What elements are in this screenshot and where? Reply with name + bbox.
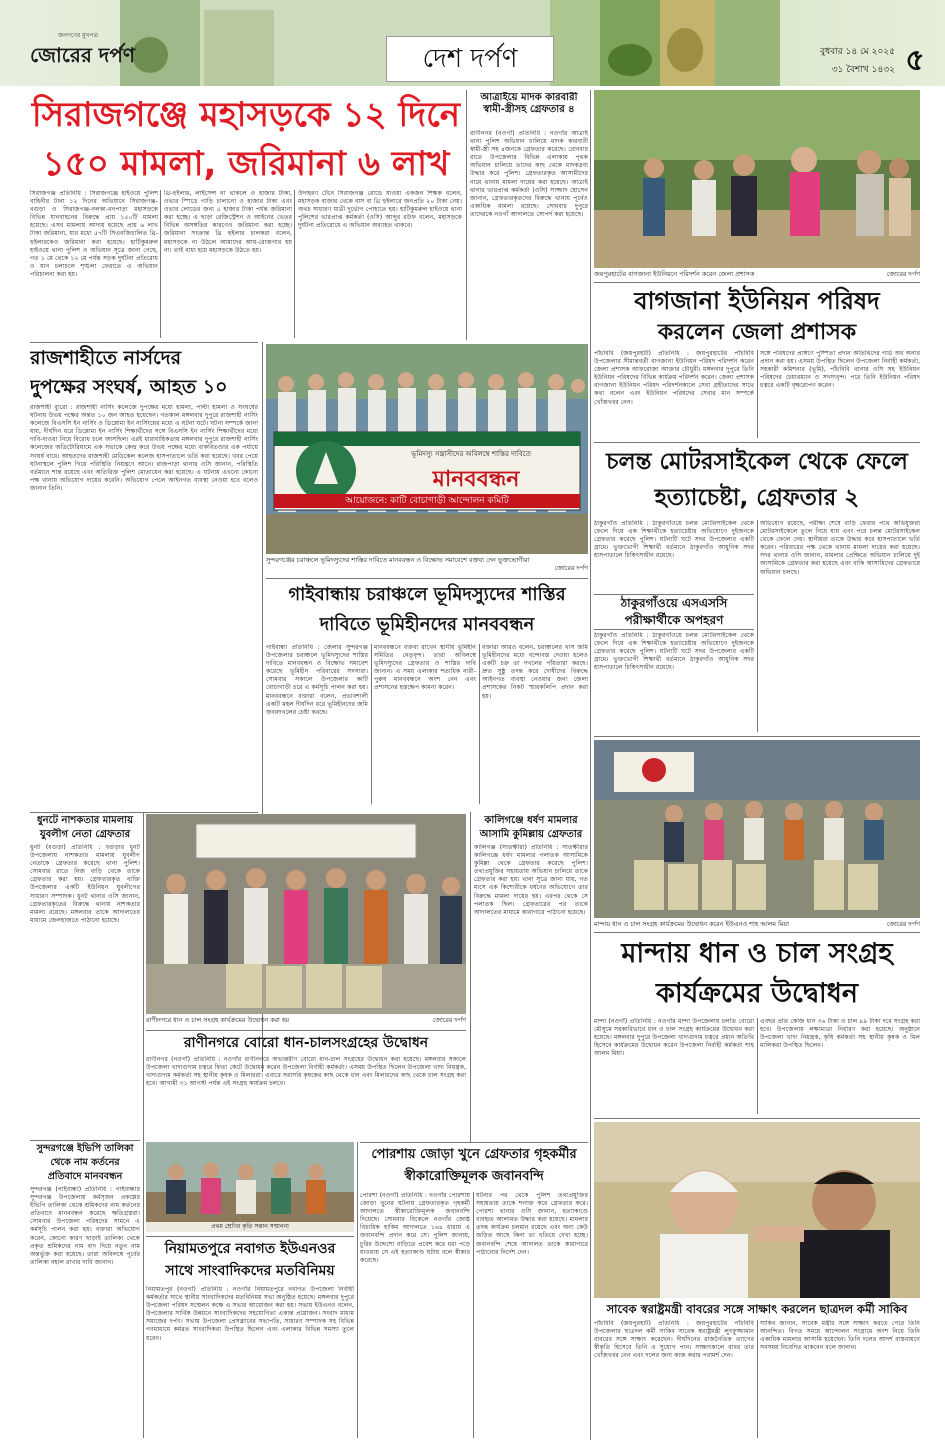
niamatpur-body: নিয়ামতপুর (নওগাঁ) প্রতিনিধি : নওগাঁর নিয়ামতপুরে নবাগত উপজেলা নির্বাহী কর্মকর্তার সাথে স্থানীয় সাংবাদিকদের মতবিনিময় সভা অনুষ্ঠিত হয়েছে। মঙ্গলবার দুপুরে উপজেলা পরিষদ সম্মেলন কক্ষে এ সভার আয়োজন করা হয়। সভায় ইউএনও বলেন, উপজেলার সার্বিক উন্নয়নে সাংবাদিকদের সহযোগিতা একান্ত প্রয়োজন। সংবাদ মাধ্যম সমাজের দর্পণ। সভায় উপজেলা প্রেসক্লাবের সভাপতি, সাধারণ সম্পাদক সহ বিভিন্ন গণমাধ্যমে কর্মরত সাংবাদিকরা উপস্থিত ছিলেন এবং এলাকার বিভিন্ন সমস্যা তুলে ধরেন। xyxy=(146,1286,354,1342)
photo-niamatpur-table xyxy=(146,1222,354,1232)
porsha-headline-2[interactable]: স্বীকারোক্তিমূলক জবানবন্দি xyxy=(404,1169,544,1184)
banner-bottom-text: আয়োজনে: কাটি বোচাগাড়ী আন্দোলন কমিটি xyxy=(274,494,580,508)
photo-raninagar xyxy=(146,814,466,1014)
raninagar-body: রাণীনগর (নওগাঁ) প্রতিনিধি : নওগাঁর রাণীনগরে অভ্যন্তরীণ বোরো ধান-চাল সংগ্রহের উদ্বোধন করা হয়েছে। মঙ্গলবার সকালে উপজেলা খাদ্যগুদাম চত্বরে ফিতা কেটে উদ্বোধন করেন উপজেলা নির্বাহী কর্মকর্তা। এসময় উপস্থিত ছিলেন উপজেলা খাদ্য নিয়ন্ত্রক, খাদ্যগুদাম কর্মকর্তা সহ স্থানীয় কৃষক ও মিলাররা। এবারে সরাসরি কৃষকের কাছ থেকে ধান এবং মিলারদের কাছ থেকে চাল সংগ্রহ করা হবে। আগামী ৩১ আগস্ট পর্যন্ত এই সংগ্রহ কার্যক্রম চলবে। xyxy=(146,1056,466,1088)
manda-col-1: মান্দা (নওগাঁ) প্রতিনিধি : নওগাঁর মান্দা উপজেলায় চলতি বোরো মৌসুমে সরকারিভাবে ধান ও চাল সংগ্রহ কার্যক্রমের উদ্বোধন করা হয়েছে। মঙ্গলবার দুপুরে উপজেলা খাদ্যগুদাম চত্বরে প্রধান অতিথি হিসেবে কার্যক্রমের উদ্বোধন করেন উপজেলা নির্বাহী কর্মকর্তা শাহ আলম মিয়া। xyxy=(594,1018,754,1058)
lead-col-2: থ্রি-হুইলার, লাইসেন্স না থাকলে ও হাজার টাকা, ওভার স্পিডে গাড়ি চালানো ও হাজার টাকা এবং ওভার লোডের জন্য ৫ হাজার টাকা পর্যন্ত জরিমানা করা হচ্ছে। এ ছাড়া রেজিস্ট্রেশন ও আইনের ভেতর বিভিন্ন অসঙ্গতির কারণেও জরিমানা করা হচ্ছে। জরিমানা সংক্রান্ত থ্রি হুইলার চালকরা বলেন, মহাসড়কে না উঠলে আমাদের আয়-রোজগার হয় না। তাই বাধ্য হয়ে মহাসড়কে উঠতে হয়। xyxy=(164,190,292,254)
logo-title: জোরের দর্পণ xyxy=(30,43,135,67)
niamatpur-headline-1[interactable]: নিয়ামতপুরে নবাগত ইউএনওর xyxy=(164,1241,336,1257)
bagjana-col-2: সঙ্গে পরিষদের প্রাঙ্গণে পুষ্পিতা প্রদান অতিথিদের গার্ড অব অনার প্রদান করা হয়। এসময় উপস্থিত ছিলেন উপজেলা নির্বাহী কর্মকর্তা, সহকারী কমিশনার (ভূমি), পাঁচবিবি থানার ওসি সহ ইউনিয়ন পরিষদের চেয়ারম্যান ও সদস্যবৃন্দ। পরে তিনি ইউনিয়ন পরিষদ চত্বরে একটি বৃক্ষরোপণ করেন। xyxy=(760,350,920,390)
porsha-col-1: পোরশা (নওগাঁ) প্রতিনিধি : নওগাঁর পোরশায় জোড়া খুনের ঘটনায় গ্রেফতারকৃত গৃহকর্মী আদালতে স্বীকারোক্তিমূলক জবানবন্দি দিয়েছে। সোমবার বিকেলে নওগাঁর জ্যেষ্ঠ বিচারিক হাকিম আদালতে ১৬৪ ধারায় এ জবানবন্দি প্রদান করে সে। পুলিশ জানায়, চুরির উদ্দেশ্যে বাড়িতে প্রবেশ করে ধরা পড়ে যাওয়ায় সে এই হত্যাকাণ্ড ঘটায় বলে স্বীকার করেছে। xyxy=(360,1192,470,1264)
photo-dc-visit-credit: জোরের দর্পণ xyxy=(886,270,920,278)
page-number: ৫ xyxy=(905,43,925,76)
photo-niamatpur xyxy=(146,1142,354,1222)
sundarganj-headline-3[interactable]: প্রতিবাদে মানববন্ধন xyxy=(47,1171,123,1182)
thakurgaon-inset xyxy=(594,594,754,630)
thakurgaon-col-1b-text: ঠাকুরগাঁও প্রতিনিধি : ঠাকুরগাঁওয়ে চলন্ত মোটরসাইকেল থেকে ফেলে দিয়ে এক শিক্ষার্থীকে হত্যাচেষ্টার অভিযোগে দুইজনকে গ্রেফতার করেছে পুলিশ। ঘটনাটি ঘটে সদর উপজেলার একটি গ্রামে। ভুক্তভোগী শিক্ষার্থী বর্তমানে ঠাকুরগাঁও আধুনিক সদর হাসপাতালে চিকিৎসাধীন রয়েছে। xyxy=(594,632,754,672)
atrai-body: রাণীনগর (নওগাঁ) প্রতিনিধি : নওগাঁর আত্রাই থানা পুলিশ অভিযান চালিয়ে মাদক কারবারী স্বামী-স্ত্রী সহ ৪জনকে গ্রেফতার করেছে। রোববার রাতে উপজেলার বিভিন্ন এলাকায় পৃথক অভিযান চালিয়ে তাদের কাছ থেকে মাদকদ্রব্য উদ্ধার করে পুলিশ। গ্রেফতারকৃত আসামীদের নামে থানায় মামলা দায়ের করা হয়েছে। আত্রাই থানার ভারপ্রাপ্ত কর্মকর্তা (ওসি) সাজ্জাদ হোসেন জানান, গ্রেফতারকৃতদের বিরুদ্ধে থানায় পূর্বেও একাধিক মামলা রয়েছে। সোমবার দুপুরে তাদেরকে নওগাঁ আদালতে সোপর্দ করা হয়েছে। xyxy=(470,130,588,218)
bagjana-col-1: পাঁচবিবি (জয়পুরহাট) প্রতিনিধি : জয়পুরহাটের পাঁচবিবি উপজেলার সীমান্তবর্তী বাগজানা ইউনিয়ন পরিষদ পরিদর্শন করেন জেলা প্রশাসক আফরোজা আক্তার চৌধুরী। মঙ্গলবার দুপুরে তিনি ইউনিয়ন পরিষদের বিভিন্ন কার্যক্রম পরিদর্শন করেন। জেলা প্রশাসক বাগজানা ইউনিয়ন পরিষদ পরিদর্শনকালে সেবা গ্রহীতাদের সাথে কথা বলেন এবং ইউনিয়ন পরিষদের সেবার মান সম্পর্কে খোঁজখবর নেন। xyxy=(594,350,754,406)
banner-main-text: মানববন্ধন xyxy=(432,467,520,488)
thakurgaon-headline-1[interactable]: চলন্ত মোটরসাইকেল থেকে ফেলে xyxy=(606,449,908,475)
bagjana-headline-1[interactable]: বাগজানা ইউনিয়ন পরিষদ xyxy=(634,287,880,315)
manda-col-2: এবছর প্রতি কেজি ধান ৩৬ টাকা ও চাল ৪৯ টাকা দরে সংগ্রহ করা হবে। উপজেলায় লক্ষ্যমাত্রা নির্ধারণ করা হয়েছে। অনুষ্ঠানে উপজেলা খাদ্য নিয়ন্ত্রক, কৃষি কর্মকর্তা সহ স্থানীয় কৃষক ও মিল মালিকরা উপস্থিত ছিলেন। xyxy=(760,1018,920,1050)
thakurgaon-headline-2[interactable]: হত্যাচেষ্টা, গ্রেফতার ২ xyxy=(654,485,860,511)
photo-raninagar-caption: রাণীনগরে ধান ও চাল সংগ্রহ কার্যক্রমের উদ্বোধন করা হয় xyxy=(146,1016,290,1024)
thakurgaon-inset-1[interactable]: ঠাকুরগাঁওয়ে এসএসসি xyxy=(620,596,728,610)
thakurgaon-col-2: অভিযোগ রয়েছে, পরীক্ষা শেষে বাড়ি ফেরার পথে অভিযুক্তরা মোটরসাইকেলে তুলে নিয়ে যায় এবং পরে চলন্ত মোটরসাইকেল থেকে ফেলে দেয়। স্থানীয়রা তাকে উদ্ধার করে হাসপাতালে ভর্তি করেন। পরিবারের পক্ষ থেকে থানায় মামলা দায়ের করা হয়েছে। সদর থানার ওসি জানান, মামলার প্রেক্ষিতে অভিযান চালিয়ে দুই আসামিকে গ্রেফতার করা হয়েছে এবং বাকি আসামিদের গ্রেফতারে অভিযান চলছে। xyxy=(760,520,920,576)
gaibandha-headline-1[interactable]: গাইবান্ধায় চরাঞ্চলে ভূমিদস্যুদের শাস্তির xyxy=(288,584,566,605)
thakurgaon-col-1: ঠাকুরগাঁও প্রতিনিধি : ঠাকুরগাঁওয়ে চলন্ত মোটরসাইকেল থেকে ফেলে দিয়ে এক শিক্ষার্থীকে হত্যাচেষ্টার অভিযোগে দুইজনকে গ্রেফতার করেছে পুলিশ। ঘটনাটি ঘটে সদর উপজেলার একটি গ্রামে। ভুক্তভোগী শিক্ষার্থী বর্তমানে ঠাকুরগাঁও আধুনিক সদর হাসপাতালে চিকিৎসাধীন রয়েছে। xyxy=(594,520,754,560)
photo-niamatpur-table-caption: প্রথম শ্রেণির কৃতি সন্তান সম্মাননা xyxy=(211,1223,289,1230)
rajshahi-headline-2[interactable]: দুপক্ষের সংঘর্ষ, আহত ১০ xyxy=(30,376,228,398)
atrai-headline[interactable]: আত্রাইয়ে মাদক কারবারী স্বামী-স্ত্রীসহ গ্রেফতার ৪ xyxy=(480,92,578,115)
photo-human-chain xyxy=(266,344,588,554)
sakib-col-2: সাকিব জানান, সাবেক মন্ত্রীর সঙ্গে সাক্ষাৎ করতে পেরে তিনি আনন্দিত। বিগত সময়ে আন্দোলন সংগ্রামে অংশ নিয়ে তিনি একাধিক মামলার আসামি হয়েছেন। তিনি দলের আদর্শ বাস্তবায়নে সবসময় নিবেদিত থাকবেন বলে জানান। xyxy=(760,1320,920,1352)
dhunat-headline-1[interactable]: ধুনটে নাশকতার মামলায় xyxy=(37,815,133,826)
gaibandha-col-1: গাইবান্ধা প্রতিনিধি : জেলার সুন্দরগঞ্জ উপজেলার চরাঞ্চলে ভূমিদস্যুদের শাস্তির দাবিতে মানববন্ধন ও বিক্ষোভ সমাবেশ করেছে ভূমিহীন পরিবারের সদস্যরা। সোমবার সকালে উপজেলার কাটি বোচাগাড়ী চরে এ কর্মসূচি পালন করা হয়। মানববন্ধনে বক্তারা বলেন, প্রভাবশালী একটি মহল দীর্ঘদিন ধরে ভূমিহীনদের জমি জবরদখলের চেষ্টা করছে। xyxy=(266,644,368,716)
porsha-headline-1[interactable]: পোরশায় জোড়া খুনে গ্রেফতার গৃহকর্মীর xyxy=(371,1147,577,1162)
gaibandha-col-3: বক্তারা আরও বলেন, চরাঞ্চলের খাস জমি ভূমিহীনদের মধ্যে বন্দোবস্ত দেওয়া হলেও একটি চক্র তা দখলের পাঁয়তারা করছে। দ্রুত সুষ্ঠু তদন্ত করে দোষীদের বিরুদ্ধে আইনগত ব্যবস্থা নেওয়ার জন্য জেলা প্রশাসকের নিকট স্মারকলিপি প্রদান করা হয়। xyxy=(482,644,588,700)
photo-manda xyxy=(594,740,920,918)
photo-babar xyxy=(594,1122,920,1298)
sundarganj-headline-2[interactable]: থেকে নাম কর্তনের xyxy=(50,1157,120,1168)
photo-dc-visit-caption: জয়পুরহাটের বাগজানা ইউনিয়নে পরিদর্শন করেন জেলা প্রশাসক xyxy=(594,270,755,278)
lead-col-1: সিরাজগঞ্জ প্রতিনিধি : সিরাজগঞ্জে হাইওয়ে পুলিশ বাহিনীর টানা ১২ দিনের অভিযানে সিরাজগঞ্জ-বগুড়া ও সিরাজগঞ্জ-নলকা-বনপাড়া মহাসড়কে বিভিন্ন যানবাহনের বিরুদ্ধে প্রায় ১৫০টি মামলা হয়েছে। এসব মামলায় আদায় হয়েছে প্রায় ৬ লাখ টাকা জরিমানা, যার মধ্যে ৫৭টি সিএনজিচালিত থ্রি-হুইলারকেও জরিমানা করা হয়েছে। হাটিকুমরুল হাইওয়ে থানা পুলিশ ও অভিযান সূত্রে জানা গেছে, গত ১ মে থেকে ১২ মে পর্যন্ত সড়ক দুর্ঘটনা প্রতিরোধ ও যান চলাচলে শৃঙ্খলা ফেরাতে এ অভিযান পরিচালনা করা হয়। xyxy=(30,190,158,278)
photo-babar-image xyxy=(594,1122,920,1298)
dhunat-body: ধুনট (বগুড়া) প্রতিনিধি : বগুড়ার ধুনট উপজেলায় নাশকতার মামলায় যুবলীগ নেতাকে গ্রেফতার করেছে থানা পুলিশ। সোমবার রাতে নিজ বাড়ি থেকে তাকে গ্রেফতার করা হয়। গ্রেফতারকৃত ব্যক্তি উপজেলার একটি ইউনিয়ন যুবলীগের সাধারণ সম্পাদক। ধুনট থানার ওসি জানান, গ্রেফতারকৃতের বিরুদ্ধে থানায় নাশকতার মামলা রয়েছে। মঙ্গলবার তাকে আদালতের মাধ্যমে জেলহাজতে পাঠানো হয়েছে। xyxy=(30,844,140,924)
lead-col-3: উদাহরণ টেনে সিরাজগঞ্জ রোডে যাওয়া একজন শিক্ষক বলেন, মহাসড়ক বাজার থেকে বাস বা থ্রি হুইলারে জনপ্রতি ২০ টাকা নেয়। অথচ সাধারণ যাত্রী দুর্ভোগ পোহাতে হয়। হাটিকুমরুল হাইওয়ে থানা পুলিশের ভারপ্রাপ্ত কর্মকর্তা (ওসি) আব্দুর রউফ বলেন, মহাসড়কে দুর্ঘটনা প্রতিরোধে এ অভিযান অব্যাহত থাকবে। xyxy=(298,190,462,230)
photo-human-chain-caption: সুন্দরগঞ্জের চরাঞ্চলে ভূমিদস্যুদের শাস্তির দাবিতে মানববন্ধন ও বিক্ষোভ সমাবেশে বক্তব্য দেন ভুক্তভোগীরা xyxy=(266,556,530,564)
date-block xyxy=(775,44,895,78)
manda-headline-1[interactable]: মান্দায় ধান ও চাল সংগ্রহ xyxy=(621,938,893,969)
date-en: বুধবার ১৪ মে ২০২৫ xyxy=(820,47,895,57)
sundarganj-body: সুন্দরগঞ্জ (গাইবান্ধা) প্রতিনিধি : গাইবান্ধার সুন্দরগঞ্জ উপজেলায় কর্মসৃজন প্রকল্পের ইভিপি তালিকা থেকে শ্রমিকদের নাম কর্তনের প্রতিবাদে মানববন্ধন করেছে ক্ষতিগ্রস্তরা। সোমবার উপজেলা পরিষদের সামনে এ কর্মসূচি পালন করা হয়। বক্তারা অভিযোগ করেন, কোনো কারণ ছাড়াই তালিকা থেকে প্রকৃত শ্রমিকদের নাম বাদ দিয়ে নতুন নাম অন্তর্ভুক্ত করা হয়েছে। তারা অবিলম্বে পূর্বের তালিকা বহাল রাখার দাবি জানান। xyxy=(30,1186,140,1266)
thakurgaon-inset-2[interactable]: পরীক্ষার্থীকে অপহরণ xyxy=(624,613,724,627)
kaliganj-body: কালিগঞ্জ (সাতক্ষীরা) প্রতিনিধি : সাতক্ষীরার কালিগঞ্জে ধর্ষণ মামলার পলাতক আসামিকে কুমিল্লা থেকে গ্রেফতার করেছে পুলিশ। তথ্যপ্রযুক্তির সহায়তায় অভিযান চালিয়ে তাকে গ্রেফতার করা হয়। থানা সূত্রে জানা যায়, গত মাসে এক কিশোরীকে ধর্ষণের অভিযোগে তার বিরুদ্ধে মামলা দায়ের হয়। এরপর থেকে সে পলাতক ছিল। গ্রেফতারের পর তাকে আদালতের মাধ্যমে কারাগারে পাঠানো হয়েছে। xyxy=(474,844,588,916)
niamatpur-headline-2[interactable]: সাথে সাংবাদিকদের মতবিনিময় xyxy=(165,1263,335,1279)
thakurgaon-col-1b xyxy=(594,632,754,732)
photo-niamatpur-image xyxy=(146,1142,354,1222)
porsha-col-2: ঘটনার পর থেকে পুলিশ তথ্যপ্রযুক্তির সহায়তায় তাকে শনাক্ত করে গ্রেফতার করে। পোরশা থানার ওসি জানান, হত্যাকাণ্ডে ব্যবহৃত আলামত উদ্ধার করা হয়েছে। মামলার তদন্ত কার্যক্রম চলমান রয়েছে এবং অন্য কেউ জড়িত আছে কিনা তা খতিয়ে দেখা হচ্ছে। জবানবন্দি শেষে আদালত তাকে কারাগারে পাঠানোর নির্দেশ দেন। xyxy=(476,1192,588,1256)
photo-manda-image xyxy=(594,740,920,918)
raninagar-headline[interactable]: রাণীনগরে বোরো ধান-চালসংগ্রহের উদ্বোধন xyxy=(183,1035,429,1051)
logo[interactable] xyxy=(30,30,150,70)
gaibandha-col-2: মানববন্ধনে বক্তব্য রাখেন স্থানীয় ভূমিহীন সমিতির নেতৃবৃন্দ। তারা অবিলম্বে ভূমিদস্যুদের গ্রেফতার ও শাস্তির দাবি জানান। এ সময় এলাকার শতাধিক নারী-পুরুষ মানববন্ধনে অংশ নেন এবং প্রশাসনের হস্তক্ষেপ কামনা করেন। xyxy=(374,644,476,692)
rajshahi-headline-1[interactable]: রাজশাহীতে নার্সদের xyxy=(30,347,182,369)
gaibandha-headline-2[interactable]: দাবিতে ভূমিহীনদের মানববন্ধন xyxy=(319,614,535,635)
bagjana-headline-2[interactable]: করলেন জেলা প্রশাসক xyxy=(657,320,857,345)
rajshahi-body: রাজশাহী ব্যুরো : রাজশাহী নার্সিং কলেজে দুপক্ষের মধ্যে হামলা, পাল্টা হামলা ও সংঘর্ষের ঘটনায় উভয় পক্ষের অন্তত ১০ জন আহত হয়েছেন। গতকাল মঙ্গলবার দুপুরে রাজশাহী নার্সিং কলেজে বিএসসি ইন নার্সিং ও ডিপ্লোমা ইন নার্সিংয়ের মধ্যে এ ঘটনা ঘটে। ঘটনা সম্পর্কে জানা যায়, দীর্ঘদিন ধরে ডিপ্লোমা ইন নার্সিং শিক্ষার্থীদের সঙ্গে বিএসসি ইন নার্সিং শিক্ষার্থীদের মধ্যে দাবি-দাওয়া নিয়ে বিরোধ চলে আসছিল। এরই ধারাবাহিকতায় মঙ্গলবার দুপুরে রাজশাহী নার্সিং কলেজের অডিটোরিয়ামে এক সভাকে কেন্দ্র করে উভয় পক্ষের মধ্যে বাকবিতণ্ডার এক পর্যায়ে সংঘর্ষ বাধে। আহতদের রাজশাহী মেডিকেল কলেজ হাসপাতালে ভর্তি করা হয়েছে। খবর পেয়ে ঘটনাস্থলে পুলিশ গিয়ে পরিস্থিতি নিয়ন্ত্রণে আনে। রাজপাড়া থানার ওসি জানান, পরিস্থিতি বর্তমানে শান্ত রয়েছে এবং অতিরিক্ত পুলিশ মোতায়েন করা হয়েছে। এ ঘটনায় এখনো কোনো পক্ষ থানায় অভিযোগ দায়ের করেনি। অভিযোগ পেলে আইনগত ব্যবস্থা নেওয়া হবে বলেও জানান তিনি। xyxy=(30,404,258,492)
photo-human-chain-credit: জোরের দর্পণ xyxy=(554,564,588,572)
photo-manda-credit: জোরের দর্পণ xyxy=(886,920,920,928)
manda-headline-2[interactable]: কার্যক্রমের উদ্বোধন xyxy=(656,978,858,1009)
sakib-col-1: পাঁচবিবি (জয়পুরহাট) প্রতিনিধি : জয়পুরহাটের পাঁচবিবি উপজেলার ছাত্রদল কর্মী সাকিব সাবেক স্বরাষ্ট্রমন্ত্রী লুৎফুজ্জামান বাবরের সঙ্গে সাক্ষাৎ করেছেন। দীর্ঘদিনের রাজনৈতিক ত্যাগের স্বীকৃতি হিসেবে তিনি এ সুযোগ পান। সাক্ষাৎকালে বাবর তার খোঁজখবর নেন এবং দলের জন্য কাজ করার পরামর্শ দেন। xyxy=(594,1320,754,1360)
banner-top-text: ভূমিদস্যু সন্ত্রাসীদের অবিলম্বে শাস্তির দাবিতে xyxy=(411,450,531,458)
date-bn: ৩১ বৈশাখ ১৪৩২ xyxy=(831,65,895,75)
section-title-box xyxy=(386,36,554,82)
sundarganj-headline-1[interactable]: সুন্দরগঞ্জে ইভিপি তালিকা xyxy=(36,1143,134,1154)
photo-raninagar-image xyxy=(146,814,466,1014)
kaliganj-headline-2[interactable]: আসামি কুমিল্লায় গ্রেফতার xyxy=(479,829,583,840)
photo-dc-visit xyxy=(594,90,920,268)
logo-subtitle: জনগণের মুখপত্র xyxy=(58,32,98,39)
kaliganj-headline-1[interactable]: কালিগঞ্জে ধর্ষণ মামলার xyxy=(484,815,578,826)
sakib-headline[interactable]: সাবেক স্বরাষ্ট্রমন্ত্রী বাবরের সঙ্গে সাক্ষাৎ করলেন ছাত্রদল কর্মী সাকিব xyxy=(606,1302,908,1316)
masthead xyxy=(0,0,945,86)
lead-headline-1[interactable]: সিরাজগঞ্জে মহাসড়কে ১২ দিনে xyxy=(31,95,461,135)
section-title: দেশ দর্পণ xyxy=(422,44,518,74)
photo-raninagar-credit: জোরের দর্পণ xyxy=(432,1016,466,1024)
dhunat-headline-2[interactable]: যুবলীগ নেতা গ্রেফতার xyxy=(39,829,131,840)
lead-headline-2[interactable]: ১৫০ মামলা, জরিমানা ৬ লাখ xyxy=(42,144,450,184)
photo-manda-caption: মান্দায় ধান ও চাল সংগ্রহ কার্যক্রমের উদ্বোধন করেন ইউএনও শাহ আলম মিয়া xyxy=(594,920,790,928)
photo-dc-visit-image xyxy=(594,90,920,268)
